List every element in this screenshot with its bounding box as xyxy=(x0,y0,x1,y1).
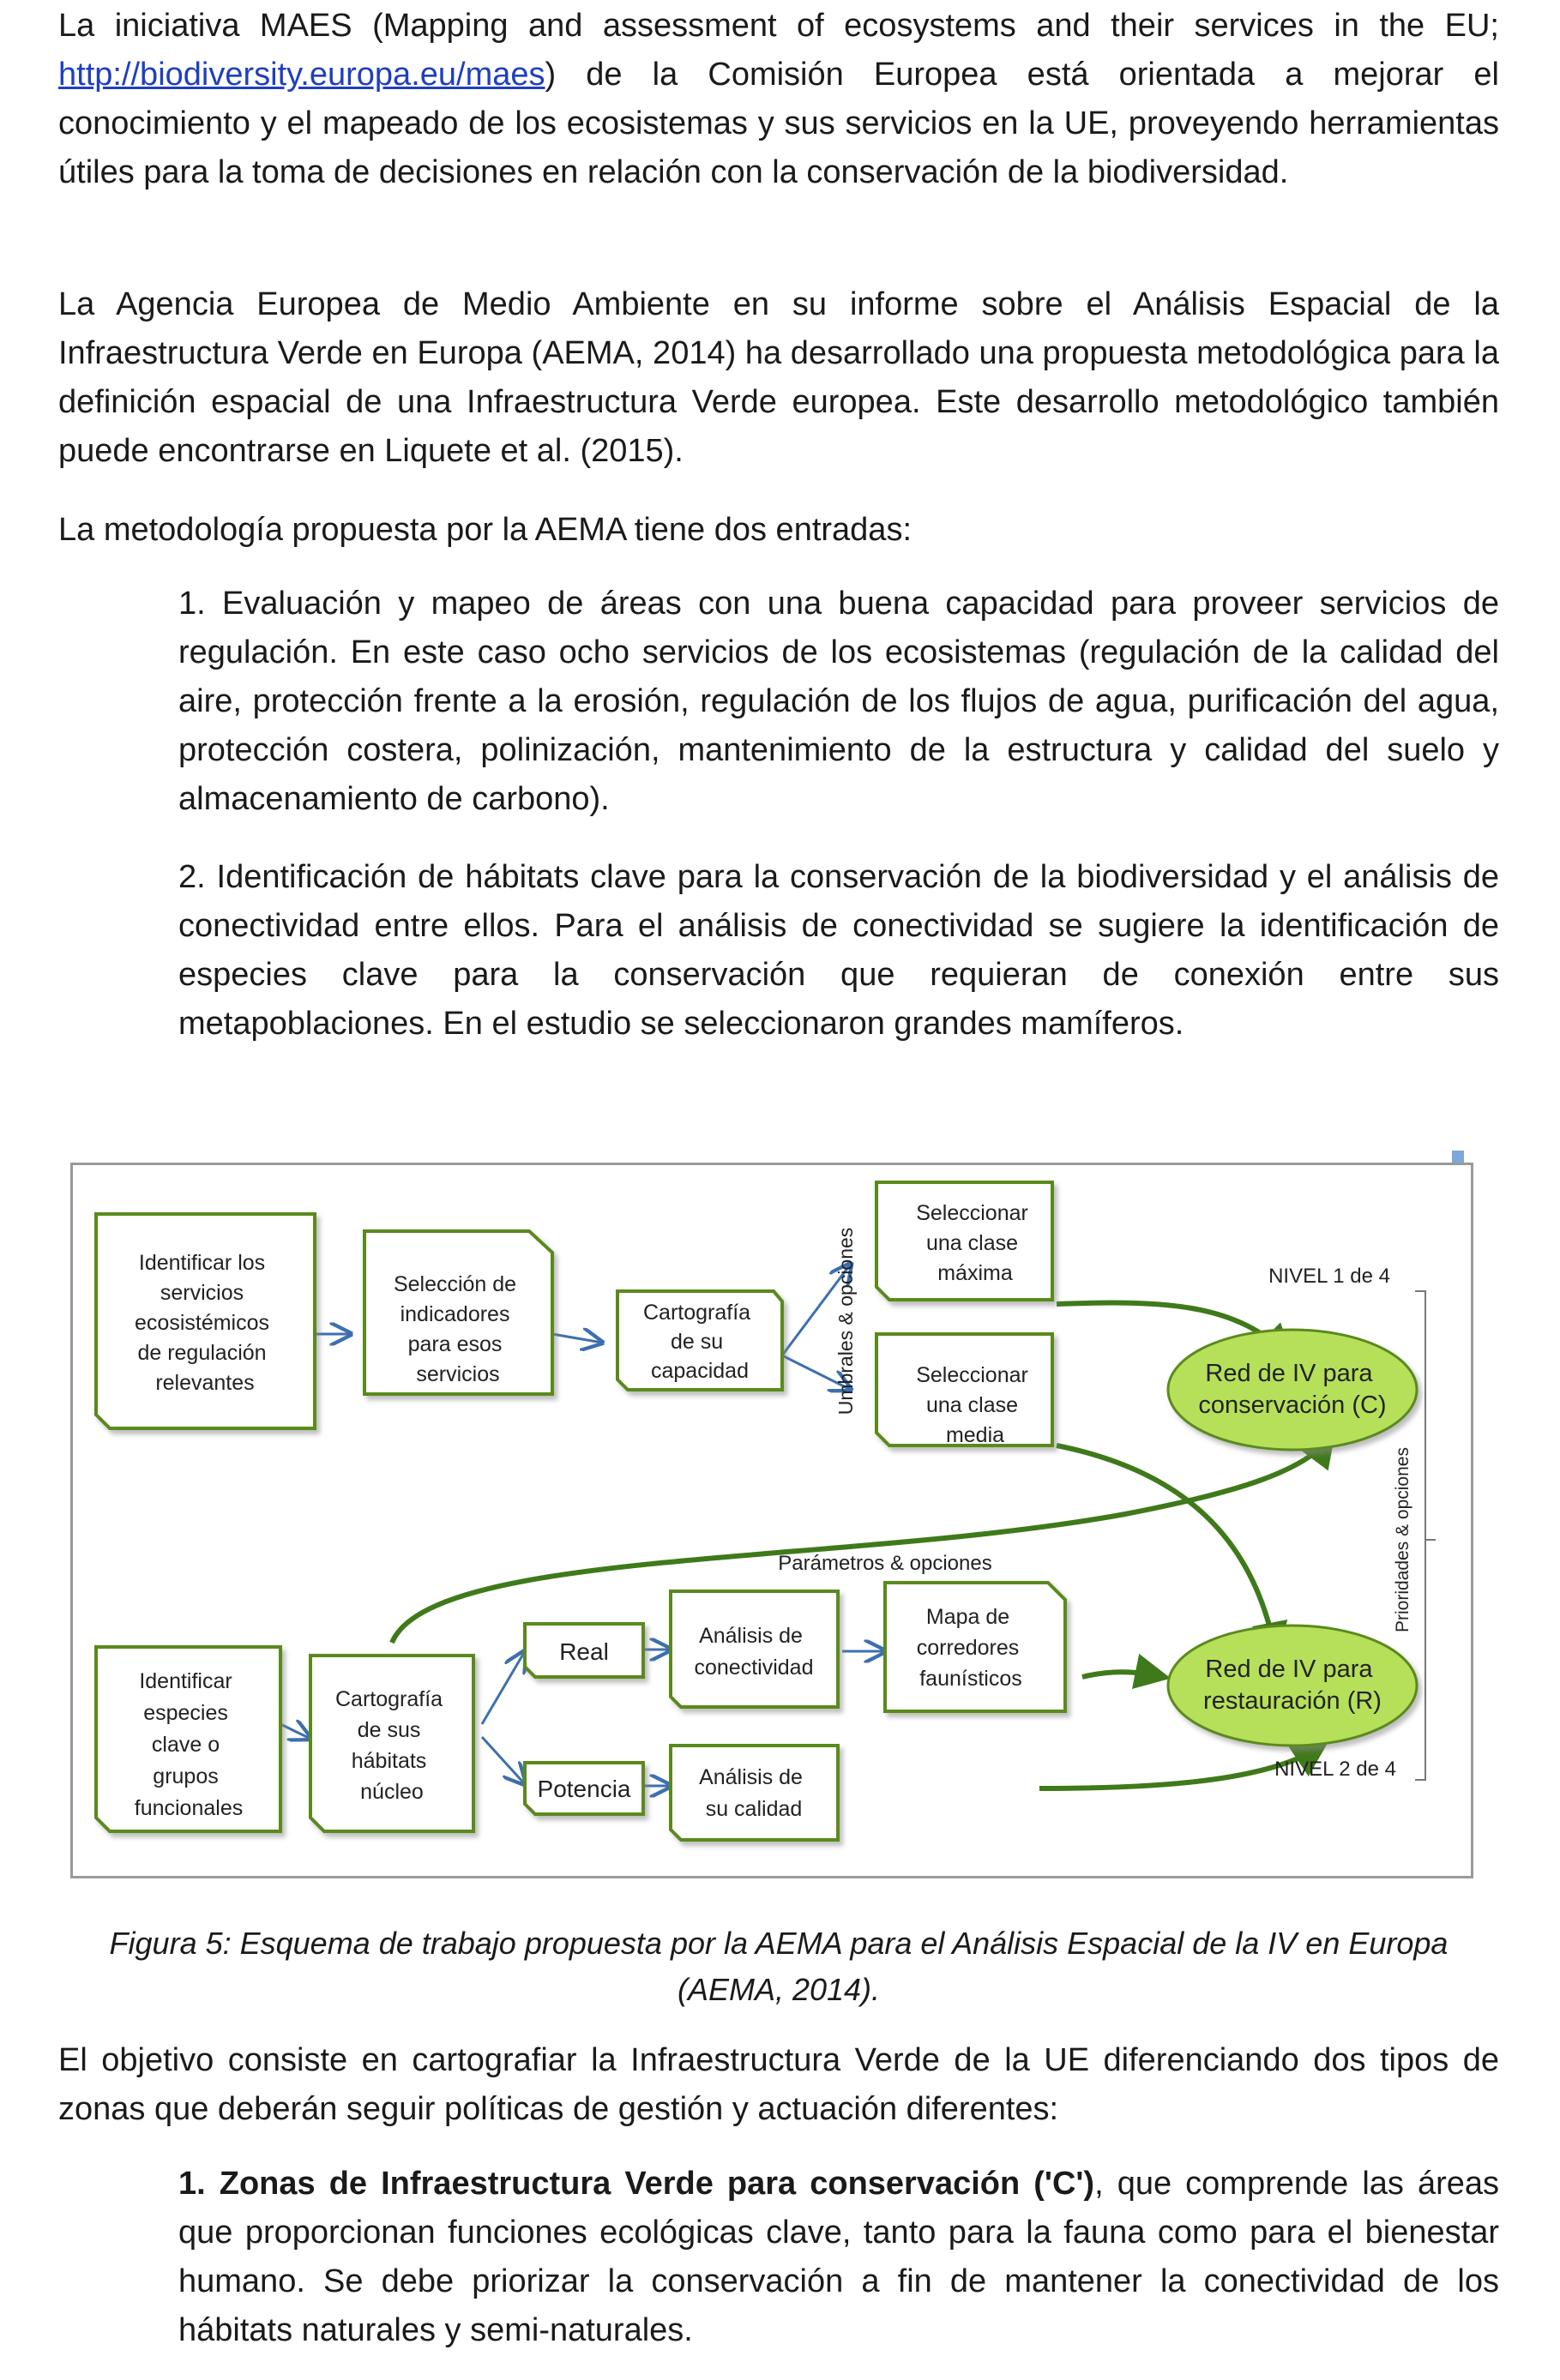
label-nivel1: NIVEL 1 de 4 xyxy=(1268,1265,1390,1288)
paragraph-maes-text-b: ) de la Comisión Europea está orientada a mejorar el conocimiento y el mapeado de los ecosistemas y sus servicios en la UE, proveyendo herramientas útiles para la toma de decisiones en relación con la conservación de la biodiversidad. xyxy=(58,57,1499,190)
paragraph-maes xyxy=(58,2,1499,197)
curve-media-to-restoration xyxy=(1057,1445,1275,1651)
priorities-bracket xyxy=(1415,1291,1436,1780)
workflow-diagram xyxy=(70,1163,1473,1878)
label-media: Seleccionar una clase media xyxy=(916,1363,1028,1447)
conservation-zones-title: 1. Zonas de Infraestructura Verde para conservación ('C') xyxy=(178,2166,1095,2202)
figure-caption: Figura 5: Esquema de trabajo propuesta por la AEMA para el Análisis Espacial de la IV en Europa (AEMA, 2014). xyxy=(109,1926,1449,2007)
list-item-habitats: 2. Identificación de hábitats clave para la conservación de la biodiversidad y el análisis de conectividad entre ellos. Para el análisis de conectividad se sugiere la identificación de especies clave para la conservación que requieran de conexión entre sus metapoblaciones. En el estudio se seleccionaron grandes mamíferos. xyxy=(178,859,1499,1042)
label-habitats: Cartografía de sus hábitats núcleo xyxy=(334,1687,443,1804)
arrow-habitats-to-potencia xyxy=(482,1737,525,1784)
list-item-regulation: 1. Evaluación y mapeo de áreas con una buena capacidad para proveer servicios de regulación. En este caso ocho servicios de los ecosistemas (regulación de la calidad del aire, protección frente a la erosión, regulación de los flujos de agua, purificación del agua, protección costera, polinización, mantenimiento de la estructura y calidad del suelo y almacenamiento de carbono). xyxy=(178,586,1499,817)
label-nivel2: NIVEL 2 de 4 xyxy=(1274,1758,1396,1781)
label-capacity: Cartografía de su capacidad xyxy=(642,1301,751,1383)
paragraph-objective: El objetivo consiste en cartografiar la Infraestructura Verde de la UE diferenciando dos tipos de zonas que deberán seguir políticas de gestión y actuación diferentes: xyxy=(58,2042,1499,2127)
label-restoration: Red de IV para restauración (R) xyxy=(1203,1656,1382,1715)
paragraph-aema: La Agencia Europea de Medio Ambiente en su informe sobre el Análisis Espacial de la Infraestructura Verde en Europa (AEMA, 2014) ha desarrollado una propuesta metodológica para la definición espacial de una Infraestructura Verde europea. Este desarrollo metodológico también puede encontrarse en Liquete et al. (2015). xyxy=(58,286,1499,469)
label-indicators: Selección de indicadores para esos servicios xyxy=(393,1272,517,1386)
label-identify-services: Identificar los servicios ecosistémicos de regulación relevantes xyxy=(135,1251,270,1395)
arrow-habitats-to-real xyxy=(482,1651,525,1724)
label-parametros: Parámetros & opciones xyxy=(778,1552,992,1575)
label-prioridades: Prioridades & opciones xyxy=(1393,1447,1412,1632)
box-connectivity xyxy=(671,1591,838,1707)
ellipse-conservation xyxy=(1168,1330,1417,1450)
label-conservation: Red de IV para conservación (C) xyxy=(1198,1360,1387,1419)
box-quality xyxy=(671,1746,838,1840)
anchor-marker xyxy=(1452,1151,1464,1163)
maes-link[interactable]: http://biodiversity.europa.eu/maes xyxy=(58,57,545,93)
label-real: Real xyxy=(559,1638,609,1665)
label-maxima: Seleccionar una clase máxima xyxy=(916,1201,1028,1285)
label-connectivity: Análisis de conectividad xyxy=(694,1624,814,1680)
conservation-zones-text: , que comprende las áreas que proporcionan funciones ecológicas clave, tanto para la fauna como para el bienestar humano. Se debe priorizar la conservación a fin de mantener la conectividad de los hábitats naturales y semi-naturales. xyxy=(178,2166,1499,2348)
label-corridors: Mapa de corredores faunísticos xyxy=(916,1605,1022,1691)
label-potencia: Potencia xyxy=(537,1776,631,1802)
arrow-species-to-habitats xyxy=(280,1724,310,1739)
label-umbrales: Umbrales & opciones xyxy=(834,1227,857,1415)
label-quality: Análisis de su calidad xyxy=(699,1765,803,1821)
list-item-conservation-zones xyxy=(178,2160,1499,2355)
curve-corridors-to-restoration xyxy=(1082,1672,1164,1677)
paragraph-maes-text-a: La iniciativa MAES (Mapping and assessment of ecosystems and their services in the EU; xyxy=(58,8,1499,44)
ellipse-restoration xyxy=(1168,1626,1417,1746)
curve-habitats-to-conservation xyxy=(392,1437,1331,1643)
arrow-indicators-to-capacity xyxy=(552,1334,602,1343)
box-habitats xyxy=(310,1656,473,1831)
paragraph-methodology: La metodología propuesta por la AEMA tiene dos entradas: xyxy=(58,512,912,548)
label-identify-species: Identificar especies clave o grupos funcionales xyxy=(134,1669,244,1820)
